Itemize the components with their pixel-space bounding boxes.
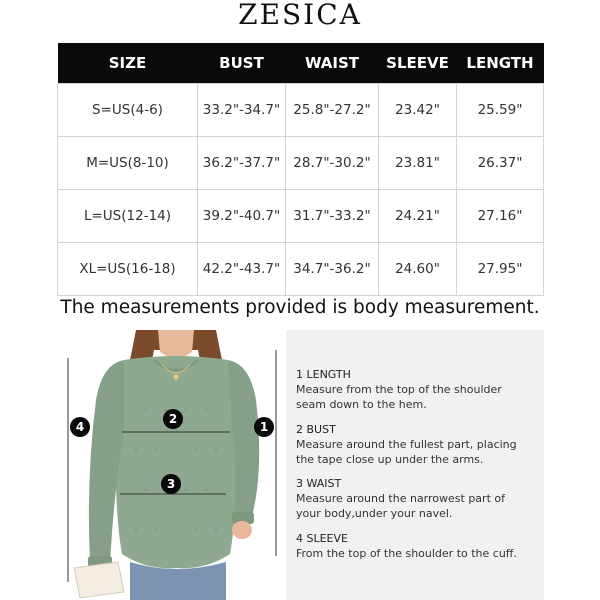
cell-sleeve: 24.60" [379, 243, 457, 296]
table-row [58, 137, 544, 190]
cell-waist: 31.7"-33.2" [286, 190, 379, 243]
cell-bust: 42.2"-43.7" [198, 243, 286, 296]
cell-waist: 34.7"-36.2" [286, 243, 379, 296]
cell-bust: 33.2"-34.7" [198, 84, 286, 137]
header-bust: BUST [198, 43, 286, 84]
cell-sleeve: 23.42" [379, 84, 457, 137]
cell-length: 27.16" [457, 190, 544, 243]
cell-size: L=US(12-14) [58, 190, 198, 243]
guide-text: Measure from the top of the shoulder [296, 383, 502, 396]
header-sleeve: SLEEVE [379, 43, 457, 84]
header-size: SIZE [58, 43, 198, 84]
marker-3: 3 [161, 474, 181, 494]
cell-length: 26.37" [457, 137, 544, 190]
header-waist: WAIST [286, 43, 379, 84]
guide-title: 4 SLEEVE [296, 532, 348, 545]
guide-bust [296, 422, 536, 467]
table-row [58, 243, 544, 296]
cell-length: 25.59" [457, 84, 544, 137]
guide-text: Measure around the fullest part, placing [296, 438, 517, 451]
size-chart-table [57, 43, 544, 296]
guide-text: From the top of the shoulder to the cuff. [296, 547, 517, 560]
guide-waist [296, 476, 536, 521]
guide-title: 1 LENGTH [296, 368, 351, 381]
guide-title: 2 BUST [296, 423, 336, 436]
cell-bust: 39.2"-40.7" [198, 190, 286, 243]
model-illustration [66, 330, 282, 600]
table-header-row [58, 43, 544, 84]
brand-logo: ZESICA [238, 0, 362, 31]
cell-waist: 28.7"-30.2" [286, 137, 379, 190]
cell-size: S=US(4-6) [58, 84, 198, 137]
cell-size: XL=US(16-18) [58, 243, 198, 296]
cell-sleeve: 24.21" [379, 190, 457, 243]
marker-2: 2 [163, 409, 183, 429]
header-length: LENGTH [457, 43, 544, 84]
guide-text: Measure around the narrowest part of [296, 492, 505, 505]
guide-length [296, 367, 536, 412]
marker-1: 1 [254, 417, 274, 437]
guide-title: 3 WAIST [296, 477, 342, 490]
guide-text: your body,under your navel. [296, 507, 453, 520]
measurement-note: The measurements provided is body measurement. [60, 297, 540, 318]
marker-4: 4 [70, 417, 90, 437]
table-row [58, 190, 544, 243]
guide-text: the tape close up under the arms. [296, 453, 484, 466]
cell-waist: 25.8"-27.2" [286, 84, 379, 137]
table-row [58, 84, 544, 137]
cell-sleeve: 23.81" [379, 137, 457, 190]
guide-text: seam down to the hem. [296, 398, 427, 411]
cell-size: M=US(8-10) [58, 137, 198, 190]
cell-bust: 36.2"-37.7" [198, 137, 286, 190]
cell-length: 27.95" [457, 243, 544, 296]
product-photo [66, 330, 282, 600]
guide-sleeve [296, 531, 536, 561]
